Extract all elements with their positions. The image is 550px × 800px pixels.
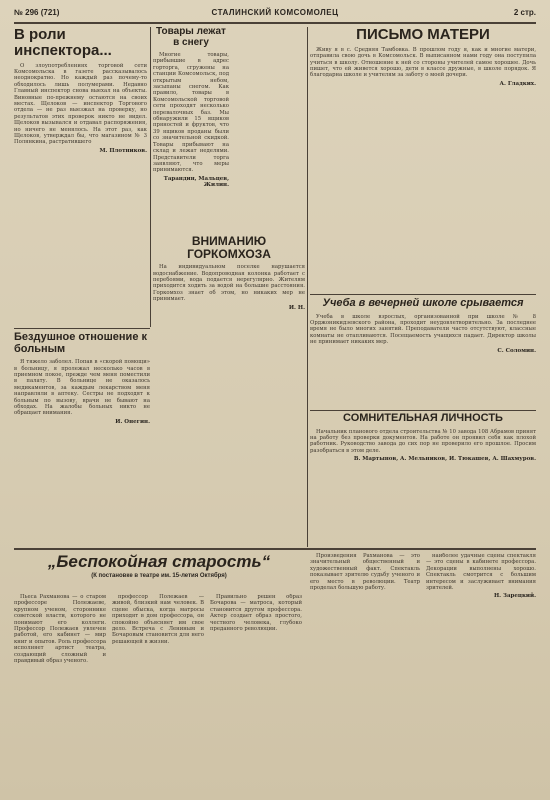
page-number: 2 стр. (513, 8, 536, 17)
column-rule (150, 27, 151, 327)
review-text (210, 594, 302, 632)
issue-number: № 296 (721) (14, 8, 60, 17)
article-text: Живу я в с. Средняя Тамбовка. В прошлом году я, как и многие матери, отправила свою дочь в Комсомольск. В выписанном нами году она поступила учиться в школу. Отношение к ней со стороны учителей самое хорошее. Дочь пишет, что ей живется хорошо, дети в классе дружные, в школе порядок. Я благодарна школе и учителям за заботу о моей дочери. (310, 46, 536, 79)
article-signatures: В. Мартынов, А. Мельников, И. Тюкашев, А. Шахмуров. (353, 456, 536, 463)
article-goods (153, 27, 229, 232)
review-column-1 (14, 594, 106, 790)
article-signature: М. Плотников. (99, 147, 147, 154)
article-body (14, 63, 147, 146)
article-title: В роли инспектора... (14, 27, 112, 59)
article-inspector (14, 27, 147, 317)
review-paragraph: Правильно решен образ Бочарова — матроса, который становится другом профессора. Актер создает образ простого, честного человека, глубоко преданного революции. (210, 594, 302, 633)
section-rule (14, 548, 536, 550)
review-column-4 (310, 553, 420, 790)
review-paragraph: Произведения Рахманова — это значительный общественный и художественный факт. Спектакль показывает зрителю судьбу ученого и его место в революции. Театр проделал большую работу. (310, 553, 420, 592)
article-text: Я тяжело заболел. Попав в «скорой помощи» в больницу, я пролежал несколько часов в приемном покое, прежде чем меня поместили в палату. В больнице не оказалось медикаментов, за каждым лекарством меня направляли в аптеку. Сестры не подходят к больным по вызову, врачи не бывают на обходах. На жалобы больных никто не обращает внимания. (14, 359, 150, 417)
section-rule (14, 328, 150, 329)
column-rule (307, 27, 308, 547)
article-text: Учеба в школе взрослых, организованной при школе № 8 Орджоникидзевского района, проходит неудовлетворительно. За последнее время не было многих занятий. Преподаватели часто отсутствуют, классные комнаты не отапливаются. Посещаемость учащихся падает. Директор школы не принимает никаких мер. (310, 313, 536, 346)
section-rule (310, 294, 536, 295)
article-title: ПИСЬМО МАТЕРИ (356, 27, 490, 43)
article-body (153, 52, 229, 174)
review-title: „Беспокойная старость“ (47, 553, 271, 571)
article-title: Учеба в вечерней школе срывается (322, 298, 524, 309)
article-title: ВНИМАНИЮ ГОРКОМХОЗА (187, 235, 271, 261)
article-title: СОМНИТЕЛЬНАЯ ЛИЧНОСТЬ (343, 413, 503, 424)
article-signature: Тарандин, Мальцев, Жилин. (163, 175, 229, 188)
article-body (310, 429, 536, 455)
review-paragraph: профессор Полежаев — живой, близкий нам человек. В сцене обыска, когда матросы приходят в дом профессора, он спокойно объясняет им свое дело. Встреча с Лениным и Бочаровым становится для него решающей в жизни. (112, 594, 204, 645)
article-letter (310, 27, 536, 292)
article-text: О злоупотреблениях торговой сети Комсомольска в газете рассказывалось неоднократно. Но каждый раз почему-то обходилось лишь полумерами. Недавно Главный инспектор снова выехал на объекты. Виновные по-прежнему остаются на своих местах. Щелоков — инспектор Торгового отдела — не раз выезжал на проверку, но результатов этих проверок никто не видел. Щелоков вызывался и отдавал распоряжения, но ничего не менялось. На этот раз, как Щелоков, утверждал бы, что магазином № 3 Полянкина, растратившего (14, 62, 147, 146)
review-text (310, 553, 420, 591)
review-paragraph: наиболее удачные сцены спектакля — это сцены в кабинете профессора. Декорации выполнены хорошо. Спектакль смотрится с большим интересом и заслуживает внимания зрителей. (426, 553, 536, 592)
review-text (426, 553, 536, 591)
review-text (14, 594, 106, 664)
review-signature: Н. Зарецкий. (493, 593, 536, 600)
article-text: Начальник планового отдела строительства № 10 завода 108 Абрамов принят на работу без проверки документов. На работе он проявил себя как плохой работник. Руководство завода до сих пор не проверило его прошлое. Просим разобраться в этом деле. (310, 428, 536, 454)
review-header (14, 553, 304, 591)
article-body (310, 47, 536, 79)
masthead-rule (14, 22, 536, 24)
article-body (14, 359, 150, 417)
article-signature: С. Соломин. (497, 347, 536, 354)
review-text (112, 594, 204, 645)
review-subtitle: (К постановке в театре им. 15-летия Октября) (91, 572, 227, 579)
article-text: На индивидуальном поселке нарушается водоснабжение. Водопроводная колонка работает с перебоями, вода подается нерегулярно. Жителям приходится ходить за водой на большие расстояния. Горкомхоз знает об этом, но никаких мер не принимает. (153, 264, 305, 303)
review-column-3 (210, 594, 302, 790)
section-rule (310, 410, 536, 411)
article-dubious-person (310, 413, 536, 543)
article-text: Многие товары, прибывшие в адрес горторга, сгружены на станции Комсомольск, под открытым небом, засыпаны снегом. Как правило, товары в Комсомольской торговой сети проходят несколько перевалочных баз. Мы обнаружили 15 ящиков пряностей и фруктов, что 39 ящиков проданы были со значительной скидкой. Товары прибывают на склад и лежат неделями. Представители торга заявляют, что меры принимаются. (153, 52, 229, 174)
masthead (14, 6, 536, 20)
review-column-5 (426, 553, 536, 790)
article-gorkomhoz (153, 235, 305, 545)
article-patients (14, 332, 150, 544)
article-body (310, 314, 536, 346)
article-signature: И. Н. (288, 304, 305, 311)
article-signature: И. Онегин. (115, 418, 150, 425)
article-evening-school (310, 298, 536, 408)
review-paragraph: Пьеса Рахманова — о старом профессоре Полежаеве, крупном ученом, стороннике советской власти, которого не понимают его коллеги. Профессор Полежаев увлечен работой, его кабинет — мир книг и опытов. Роль профессора исполняет артист театра, создающий сложный и правдивый образ ученого. (14, 594, 106, 665)
article-title: Бездушное отношение к больным (14, 332, 147, 355)
newspaper-name: СТАЛИНСКИЙ КОМСОМОЛЕЦ (211, 8, 339, 17)
article-signature: А. Гладких. (499, 80, 536, 87)
review-column-2 (112, 594, 204, 790)
article-title: Товары лежат в снегу (156, 27, 226, 48)
article-body (153, 264, 305, 302)
